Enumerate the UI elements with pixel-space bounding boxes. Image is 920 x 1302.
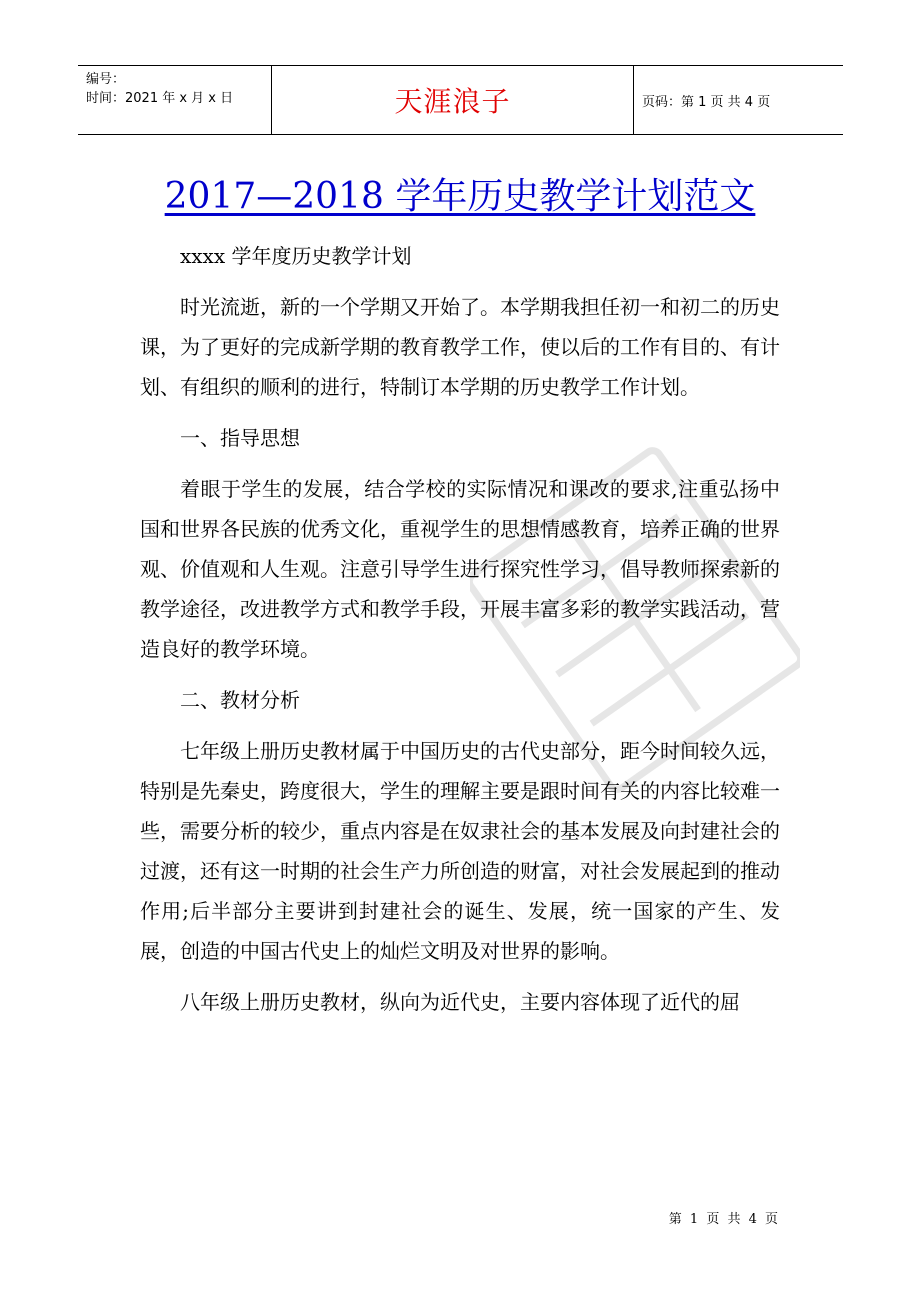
page-footer: 第 1 页 共 4 页 — [668, 1212, 780, 1227]
grade8-analysis-paragraph: 八年级上册历史教材，纵向为近代史，主要内容体现了近代的屈 — [180, 990, 740, 1014]
subtitle-paragraph: xxxx 学年度历史教学计划 — [180, 244, 412, 268]
intro-paragraph: 时光流逝，新的一个学期又开始了。本学期我担任初一和初二的历史课，为了更好的完成新学期的教育教学工作，使以后的工作有目的、有计划、有组织的顺利的进行，特制订本学期的历史教学工作计划。 — [140, 295, 780, 399]
guiding-ideology-paragraph: 着眼于学生的发展，结合学校的实际情况和课改的要求,注重弘扬中国和世界各民族的优秀文化，重视学生的思想情感教育，培养正确的世界观、价值观和人生观。注意引导学生进行探究性学习，倡导教师探索新的教学途径，改进教学方式和教学手段，开展丰富多彩的教学实践活动，营造良好的教学环境。 — [140, 477, 780, 661]
header-meta — [78, 66, 272, 134]
grade7-analysis-paragraph: 七年级上册历史教材属于中国历史的古代史部分，距今时间较久远，特别是先秦史，跨度很大，学生的理解主要是跟时间有关的内容比较难一些，需要分析的较少，重点内容是在奴隶社会的基本发展及向封建社会的过渡，还有这一时期的社会生产力所创造的财富，对社会发展起到的推动作用;后半部分主要讲到封建社会的诞生、发展，统一国家的产生、发展，创造的中国古代史上的灿烂文明及对世界的影响。 — [140, 739, 780, 963]
section-heading-textbook-analysis: 二、教材分析 — [180, 688, 300, 712]
document-header — [78, 65, 843, 135]
header-brand: 天涯浪子 — [272, 66, 634, 134]
date-label: 时间：2021 年 x 月 x 日 — [86, 91, 234, 106]
document-title: 2017—2018 学年历史教学计划范文 — [164, 176, 756, 217]
serial-number-label: 编号： — [86, 72, 126, 87]
document-body — [140, 236, 780, 1033]
header-page-info: 页码：第 1 页 共 4 页 — [642, 94, 771, 110]
section-heading-guiding-ideology: 一、指导思想 — [180, 426, 300, 450]
